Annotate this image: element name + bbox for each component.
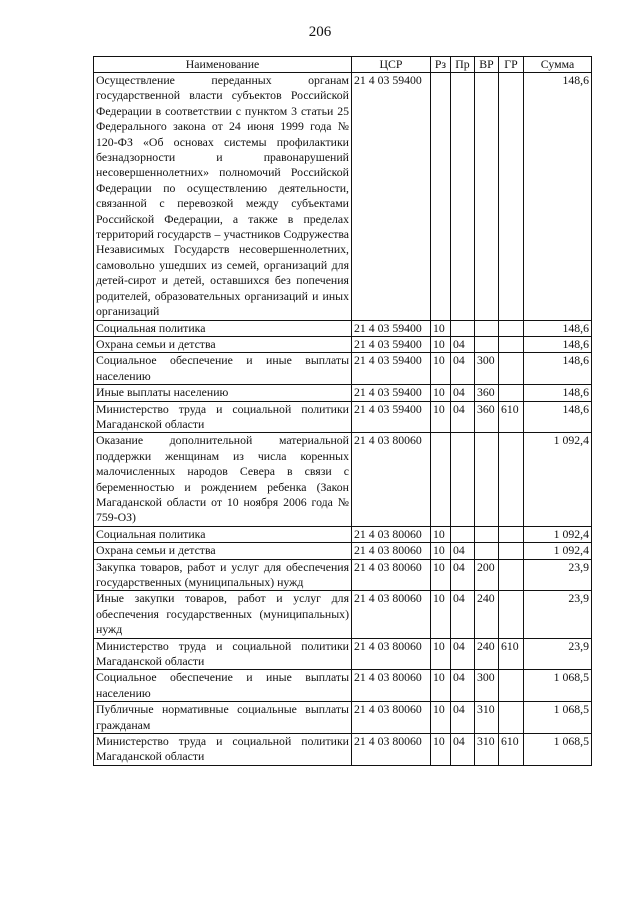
cell-gr: [499, 73, 524, 321]
page-number: 206: [308, 24, 332, 40]
cell-gr: [499, 353, 524, 385]
cell-sum: 148,6: [524, 320, 592, 336]
cell-pr: 04: [451, 353, 475, 385]
cell-gr: [499, 385, 524, 401]
cell-csr: 21 4 03 59400: [352, 401, 431, 433]
cell-name: Министерство труда и социальной политики Магаданской области: [94, 734, 352, 766]
cell-vr: 240: [475, 638, 499, 670]
cell-vr: [475, 433, 499, 526]
cell-csr: 21 4 03 80060: [352, 526, 431, 542]
cell-csr: 21 4 03 80060: [352, 433, 431, 526]
cell-csr: 21 4 03 59400: [352, 353, 431, 385]
cell-csr: 21 4 03 59400: [352, 320, 431, 336]
cell-pr: [451, 320, 475, 336]
cell-gr: [499, 336, 524, 352]
cell-vr: [475, 526, 499, 542]
table-row: [94, 353, 592, 385]
header-csr: ЦСР: [352, 57, 431, 73]
cell-pr: [451, 433, 475, 526]
cell-rz: [431, 73, 451, 321]
cell-gr: [499, 670, 524, 702]
cell-gr: 610: [499, 401, 524, 433]
cell-name: Охрана семьи и детства: [94, 336, 352, 352]
cell-pr: 04: [451, 702, 475, 734]
budget-table: [93, 56, 592, 766]
cell-name: Социальная политика: [94, 526, 352, 542]
header-pr: Пр: [451, 57, 475, 73]
cell-vr: [475, 320, 499, 336]
table-row: [94, 433, 592, 526]
cell-gr: [499, 702, 524, 734]
cell-gr: [499, 433, 524, 526]
table-row: [94, 385, 592, 401]
cell-rz: 10: [431, 591, 451, 638]
cell-sum: 1 068,5: [524, 670, 592, 702]
cell-gr: 610: [499, 734, 524, 766]
cell-sum: 23,9: [524, 591, 592, 638]
cell-rz: 10: [431, 702, 451, 734]
header-gr: ГР: [499, 57, 524, 73]
cell-rz: 10: [431, 336, 451, 352]
cell-vr: [475, 543, 499, 559]
cell-csr: 21 4 03 80060: [352, 559, 431, 591]
header-name: Наименование: [94, 57, 352, 73]
table-row: [94, 591, 592, 638]
cell-sum: 148,6: [524, 385, 592, 401]
cell-sum: 1 068,5: [524, 702, 592, 734]
header-sum: Сумма: [524, 57, 592, 73]
cell-name: Социальное обеспечение и иные выплаты населению: [94, 670, 352, 702]
cell-csr: 21 4 03 59400: [352, 385, 431, 401]
table-row: [94, 670, 592, 702]
table-row: [94, 734, 592, 766]
cell-rz: 10: [431, 353, 451, 385]
cell-sum: 148,6: [524, 336, 592, 352]
cell-name: Министерство труда и социальной политики Магаданской области: [94, 638, 352, 670]
cell-pr: 04: [451, 543, 475, 559]
cell-vr: 360: [475, 385, 499, 401]
cell-vr: 360: [475, 401, 499, 433]
cell-csr: 21 4 03 80060: [352, 734, 431, 766]
cell-sum: 1 092,4: [524, 543, 592, 559]
cell-pr: [451, 73, 475, 321]
cell-csr: 21 4 03 80060: [352, 670, 431, 702]
table-row: [94, 73, 592, 321]
cell-rz: 10: [431, 385, 451, 401]
cell-sum: 1 068,5: [524, 734, 592, 766]
table-row: [94, 543, 592, 559]
cell-rz: 10: [431, 401, 451, 433]
cell-name: Министерство труда и социальной политики Магаданской области: [94, 401, 352, 433]
cell-sum: 148,6: [524, 353, 592, 385]
table-header-row: [94, 57, 592, 73]
cell-sum: 1 092,4: [524, 526, 592, 542]
header-vr: ВР: [475, 57, 499, 73]
cell-pr: [451, 526, 475, 542]
cell-gr: [499, 543, 524, 559]
cell-name: Иные закупки товаров, работ и услуг для обеспечения государственных (муниципальных) нужд: [94, 591, 352, 638]
cell-pr: 04: [451, 336, 475, 352]
cell-csr: 21 4 03 59400: [352, 73, 431, 321]
cell-gr: 610: [499, 638, 524, 670]
cell-pr: 04: [451, 591, 475, 638]
cell-pr: 04: [451, 734, 475, 766]
cell-vr: 200: [475, 559, 499, 591]
cell-name: Социальная политика: [94, 320, 352, 336]
table-row: [94, 336, 592, 352]
cell-vr: [475, 73, 499, 321]
cell-rz: 10: [431, 734, 451, 766]
table-row: [94, 526, 592, 542]
cell-sum: 148,6: [524, 401, 592, 433]
cell-vr: 310: [475, 702, 499, 734]
table-row: [94, 702, 592, 734]
header-rz: Рз: [431, 57, 451, 73]
table-row: [94, 559, 592, 591]
cell-sum: 23,9: [524, 559, 592, 591]
cell-sum: 23,9: [524, 638, 592, 670]
cell-name: Публичные нормативные социальные выплаты гражданам: [94, 702, 352, 734]
cell-csr: 21 4 03 80060: [352, 591, 431, 638]
cell-gr: [499, 559, 524, 591]
cell-vr: 310: [475, 734, 499, 766]
cell-name: Оказание дополнительной материальной поддержки женщинам из числа коренных малочисленных народов Севера в связи с беременностью и рождением ребенка (Закон Магаданской области от 10 ноября 2006 года № 759-ОЗ): [94, 433, 352, 526]
cell-pr: 04: [451, 559, 475, 591]
cell-name: Социальное обеспечение и иные выплаты населению: [94, 353, 352, 385]
cell-csr: 21 4 03 59400: [352, 336, 431, 352]
cell-pr: 04: [451, 670, 475, 702]
cell-vr: 300: [475, 670, 499, 702]
cell-gr: [499, 591, 524, 638]
cell-csr: 21 4 03 80060: [352, 543, 431, 559]
cell-sum: 148,6: [524, 73, 592, 321]
table-row: [94, 401, 592, 433]
cell-csr: 21 4 03 80060: [352, 702, 431, 734]
cell-vr: 300: [475, 353, 499, 385]
cell-vr: 240: [475, 591, 499, 638]
cell-name: Закупка товаров, работ и услуг для обеспечения государственных (муниципальных) нужд: [94, 559, 352, 591]
cell-name: Осуществление переданных органам государственной власти субъектов Российской Федерации в соответствии с пунктом 3 статьи 25 Федерального закона от 24 июня 1999 года № 120-ФЗ «Об основах системы профилактики безнадзорности и правонарушений несовершеннолетних» полномочий Российской Федерации по осуществлению деятельности, связанной с перевозкой между субъектами Российской Федерации, а также в пределах территорий государств – участников Содружества Независимых Государств несовершеннолетних, самовольно ушедших из семей, организаций для детей-сирот и детей, оставшихся без попечения родителей, образовательных организаций и иных организаций: [94, 73, 352, 321]
cell-gr: [499, 320, 524, 336]
cell-rz: 10: [431, 670, 451, 702]
cell-name: Охрана семьи и детства: [94, 543, 352, 559]
cell-pr: 04: [451, 385, 475, 401]
cell-rz: 10: [431, 320, 451, 336]
cell-rz: 10: [431, 543, 451, 559]
cell-rz: [431, 433, 451, 526]
cell-rz: 10: [431, 559, 451, 591]
cell-pr: 04: [451, 638, 475, 670]
cell-rz: 10: [431, 526, 451, 542]
table-row: [94, 320, 592, 336]
cell-sum: 1 092,4: [524, 433, 592, 526]
cell-csr: 21 4 03 80060: [352, 638, 431, 670]
cell-rz: 10: [431, 638, 451, 670]
table-row: [94, 638, 592, 670]
cell-name: Иные выплаты населению: [94, 385, 352, 401]
cell-pr: 04: [451, 401, 475, 433]
cell-vr: [475, 336, 499, 352]
cell-gr: [499, 526, 524, 542]
